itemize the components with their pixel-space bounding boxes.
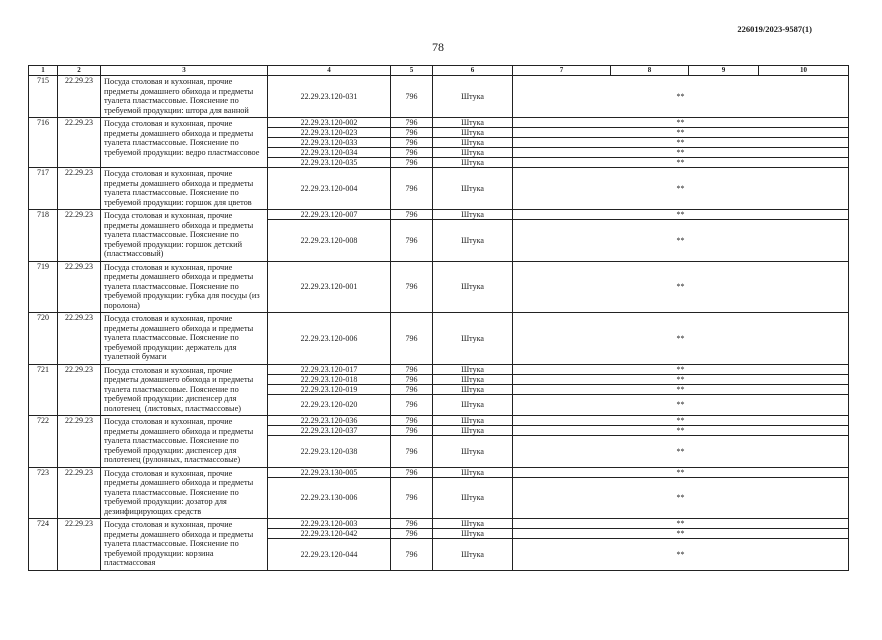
table-row <box>268 118 848 128</box>
note-mark: ** <box>676 118 685 127</box>
okved-code: 22.29.23 <box>58 313 101 364</box>
table-row <box>268 436 848 467</box>
unit-name: Штука <box>433 313 513 364</box>
okved-code: 22.29.23 <box>58 168 101 209</box>
unit-name: Штука <box>433 426 513 435</box>
okved-code: 22.29.23 <box>58 118 101 167</box>
unit-name: Штука <box>433 436 513 467</box>
okei-code: 796 <box>391 128 433 137</box>
okei-code: 796 <box>391 375 433 384</box>
okpd2-code: 22.29.23.120-023 <box>268 128 391 137</box>
note-mark: ** <box>676 549 685 559</box>
column-header: 8 <box>611 66 689 75</box>
table-row <box>268 262 848 313</box>
okved-code: 22.29.23 <box>58 468 101 519</box>
okei-code: 796 <box>391 426 433 435</box>
product-description: Посуда столовая и кухонная, прочие предметы домашнего обихода и предметы туалета пластмассовые. Пояснение по требуемой продукции: дозатор для дезинфицирующих средств <box>101 468 268 519</box>
table-record <box>29 168 848 210</box>
table-row <box>268 128 848 138</box>
okei-code: 796 <box>391 436 433 467</box>
note-mark: ** <box>676 210 685 219</box>
okei-code: 796 <box>391 365 433 374</box>
table-row <box>268 220 848 261</box>
okpd2-code: 22.29.23.120-042 <box>268 529 391 538</box>
okei-code: 796 <box>391 478 433 519</box>
okpd2-code: 22.29.23.120-031 <box>268 76 391 117</box>
column-header: 3 <box>101 66 268 75</box>
table-row <box>268 76 848 117</box>
column-header: 5 <box>391 66 433 75</box>
unit-name: Штука <box>433 478 513 519</box>
unit-name: Штука <box>433 519 513 528</box>
okei-code: 796 <box>391 262 433 313</box>
unit-name: Штука <box>433 158 513 167</box>
table-row <box>268 385 848 395</box>
table-row <box>268 375 848 385</box>
table-row <box>268 313 848 364</box>
document-number: 226019/2023-9587(1) <box>737 24 812 34</box>
item-group <box>268 76 848 117</box>
table-row <box>268 529 848 539</box>
table-row <box>268 416 848 426</box>
table-row <box>268 148 848 158</box>
unit-name: Штука <box>433 395 513 416</box>
note-mark: ** <box>676 400 685 410</box>
okpd2-code: 22.29.23.120-008 <box>268 220 391 261</box>
item-group <box>268 118 848 167</box>
row-number: 717 <box>29 168 58 209</box>
product-description: Посуда столовая и кухонная, прочие предметы домашнего обихода и предметы туалета пластмассовые. Пояснение по требуемой продукции: горшок детский (пластмассовый) <box>101 210 268 261</box>
table-row <box>268 138 848 148</box>
okei-code: 796 <box>391 220 433 261</box>
okei-code: 796 <box>391 468 433 477</box>
column-number-row <box>29 66 848 76</box>
note-mark: ** <box>676 128 685 137</box>
item-group <box>268 416 848 467</box>
table-record <box>29 519 848 570</box>
okei-code: 796 <box>391 76 433 117</box>
note-mark: ** <box>676 184 685 193</box>
unit-name: Штука <box>433 262 513 313</box>
okved-code: 22.29.23 <box>58 365 101 416</box>
okved-code: 22.29.23 <box>58 76 101 117</box>
okpd2-code: 22.29.23.120-036 <box>268 416 391 425</box>
note-mark: ** <box>676 529 685 538</box>
okei-code: 796 <box>391 148 433 157</box>
okpd2-code: 22.29.23.120-044 <box>268 539 391 570</box>
column-header: 6 <box>433 66 513 75</box>
unit-name: Штука <box>433 385 513 394</box>
table-row <box>268 539 848 570</box>
product-description: Посуда столовая и кухонная, прочие предметы домашнего обихода и предметы туалета пластмассовые. Пояснение по требуемой продукции: губка для посуды (из поролона) <box>101 262 268 313</box>
okei-code: 796 <box>391 138 433 147</box>
item-group <box>268 210 848 261</box>
note-mark: ** <box>676 416 685 425</box>
table-row <box>268 426 848 436</box>
okpd2-code: 22.29.23.120-006 <box>268 313 391 364</box>
note-mark: ** <box>676 384 685 394</box>
item-group <box>268 519 848 570</box>
row-number: 724 <box>29 519 58 570</box>
table-row <box>268 158 848 167</box>
okei-code: 796 <box>391 168 433 209</box>
okei-code: 796 <box>391 210 433 219</box>
unit-name: Штука <box>433 468 513 477</box>
table-record <box>29 118 848 168</box>
unit-name: Штука <box>433 148 513 157</box>
unit-name: Штука <box>433 210 513 219</box>
unit-name: Штука <box>433 416 513 425</box>
unit-name: Штука <box>433 76 513 117</box>
table-row <box>268 468 848 478</box>
note-mark: ** <box>676 493 685 503</box>
okpd2-code: 22.29.23.120-001 <box>268 262 391 313</box>
note-mark: ** <box>676 519 685 528</box>
unit-name: Штука <box>433 539 513 570</box>
column-header: 7 <box>513 66 611 75</box>
table-row <box>268 168 848 209</box>
page-number: 78 <box>432 40 444 54</box>
note-mark: ** <box>676 235 685 245</box>
table-row <box>268 395 848 416</box>
unit-name: Штука <box>433 365 513 374</box>
table-row <box>268 478 848 519</box>
table-record <box>29 416 848 468</box>
column-header: 2 <box>58 66 101 75</box>
table-row <box>268 365 848 375</box>
column-header: 4 <box>268 66 391 75</box>
note-mark: ** <box>676 148 685 157</box>
okved-code: 22.29.23 <box>58 210 101 261</box>
product-description: Посуда столовая и кухонная, прочие предметы домашнего обихода и предметы туалета пластмассовые. Пояснение по требуемой продукции: держатель для туалетной бумаги <box>101 313 268 364</box>
okved-code: 22.29.23 <box>58 262 101 313</box>
okei-code: 796 <box>391 313 433 364</box>
unit-name: Штука <box>433 529 513 538</box>
column-header: 1 <box>29 66 58 75</box>
okpd2-code: 22.29.23.120-035 <box>268 158 391 167</box>
unit-name: Штука <box>433 138 513 147</box>
item-group <box>268 468 848 519</box>
table-record <box>29 76 848 118</box>
note-mark: ** <box>676 158 685 167</box>
note-mark: ** <box>676 282 685 292</box>
okei-code: 796 <box>391 416 433 425</box>
item-group <box>268 313 848 364</box>
note-mark: ** <box>676 446 685 456</box>
row-number: 722 <box>29 416 58 467</box>
table-row <box>268 519 848 529</box>
note-mark: ** <box>676 467 685 477</box>
row-number: 715 <box>29 76 58 117</box>
note-mark: ** <box>676 374 685 384</box>
row-number: 719 <box>29 262 58 313</box>
okei-code: 796 <box>391 158 433 167</box>
okpd2-code: 22.29.23.120-003 <box>268 519 391 528</box>
table-record <box>29 313 848 365</box>
table-record <box>29 262 848 314</box>
product-description: Посуда столовая и кухонная, прочие предметы домашнего обихода и предметы туалета пластмассовые. Пояснение по требуемой продукции: диспенсер для полотенец (листовых, пластмассовые) <box>101 365 268 416</box>
column-header: 9 <box>689 66 759 75</box>
okpd2-code: 22.29.23.120-017 <box>268 365 391 374</box>
okei-code: 796 <box>391 118 433 127</box>
okpd2-code: 22.29.23.120-038 <box>268 436 391 467</box>
okpd2-code: 22.29.23.120-004 <box>268 168 391 209</box>
okpd2-code: 22.29.23.120-034 <box>268 148 391 157</box>
unit-name: Штука <box>433 375 513 384</box>
unit-name: Штука <box>433 168 513 209</box>
column-header: 10 <box>800 66 807 74</box>
row-number: 716 <box>29 118 58 167</box>
okei-code: 796 <box>391 395 433 416</box>
note-mark: ** <box>676 333 685 343</box>
products-table <box>28 65 849 571</box>
okpd2-code: 22.29.23.120-007 <box>268 210 391 219</box>
item-group <box>268 168 848 209</box>
row-number: 721 <box>29 365 58 416</box>
note-mark: ** <box>676 138 685 147</box>
table-record <box>29 365 848 417</box>
item-group <box>268 365 848 416</box>
table-record <box>29 468 848 520</box>
product-description: Посуда столовая и кухонная, прочие предметы домашнего обихода и предметы туалета пластмассовые. Пояснение по требуемой продукции: диспенсер для полотенец (рулонных, пластмассовые) <box>101 416 268 467</box>
product-description: Посуда столовая и кухонная, прочие предметы домашнего обихода и предметы туалета пластмассовые. Пояснение по требуемой продукции: штора для ванной <box>101 76 268 117</box>
note-mark: ** <box>676 426 685 435</box>
okei-code: 796 <box>391 519 433 528</box>
note-mark: ** <box>676 364 685 374</box>
okei-code: 796 <box>391 539 433 570</box>
okpd2-code: 22.29.23.120-037 <box>268 426 391 435</box>
table-record <box>29 210 848 262</box>
unit-name: Штука <box>433 118 513 127</box>
item-group <box>268 262 848 313</box>
product-description: Посуда столовая и кухонная, прочие предметы домашнего обихода и предметы туалета пластмассовые. Пояснение по требуемой продукции: корзина пластмассовая <box>101 519 268 570</box>
table-body <box>29 76 848 570</box>
row-number: 720 <box>29 313 58 364</box>
note-mark: ** <box>676 92 685 101</box>
unit-name: Штука <box>433 128 513 137</box>
row-number: 723 <box>29 468 58 519</box>
row-number: 718 <box>29 210 58 261</box>
product-description: Посуда столовая и кухонная, прочие предметы домашнего обихода и предметы туалета пластмассовые. Пояснение по требуемой продукции: горшок для цветов <box>101 168 268 209</box>
okved-code: 22.29.23 <box>58 416 101 467</box>
okpd2-code: 22.29.23.120-020 <box>268 395 391 416</box>
okpd2-code: 22.29.23.120-033 <box>268 138 391 147</box>
product-description: Посуда столовая и кухонная, прочие предметы домашнего обихода и предметы туалета пластмассовые. Пояснение по требуемой продукции: ведро пластмассовое <box>101 118 268 167</box>
okei-code: 796 <box>391 385 433 394</box>
okpd2-code: 22.29.23.120-002 <box>268 118 391 127</box>
okpd2-code: 22.29.23.130-005 <box>268 468 391 477</box>
okpd2-code: 22.29.23.120-019 <box>268 385 391 394</box>
okpd2-code: 22.29.23.120-018 <box>268 375 391 384</box>
okpd2-code: 22.29.23.130-006 <box>268 478 391 519</box>
table-row <box>268 210 848 220</box>
okei-code: 796 <box>391 529 433 538</box>
okved-code: 22.29.23 <box>58 519 101 570</box>
unit-name: Штука <box>433 220 513 261</box>
